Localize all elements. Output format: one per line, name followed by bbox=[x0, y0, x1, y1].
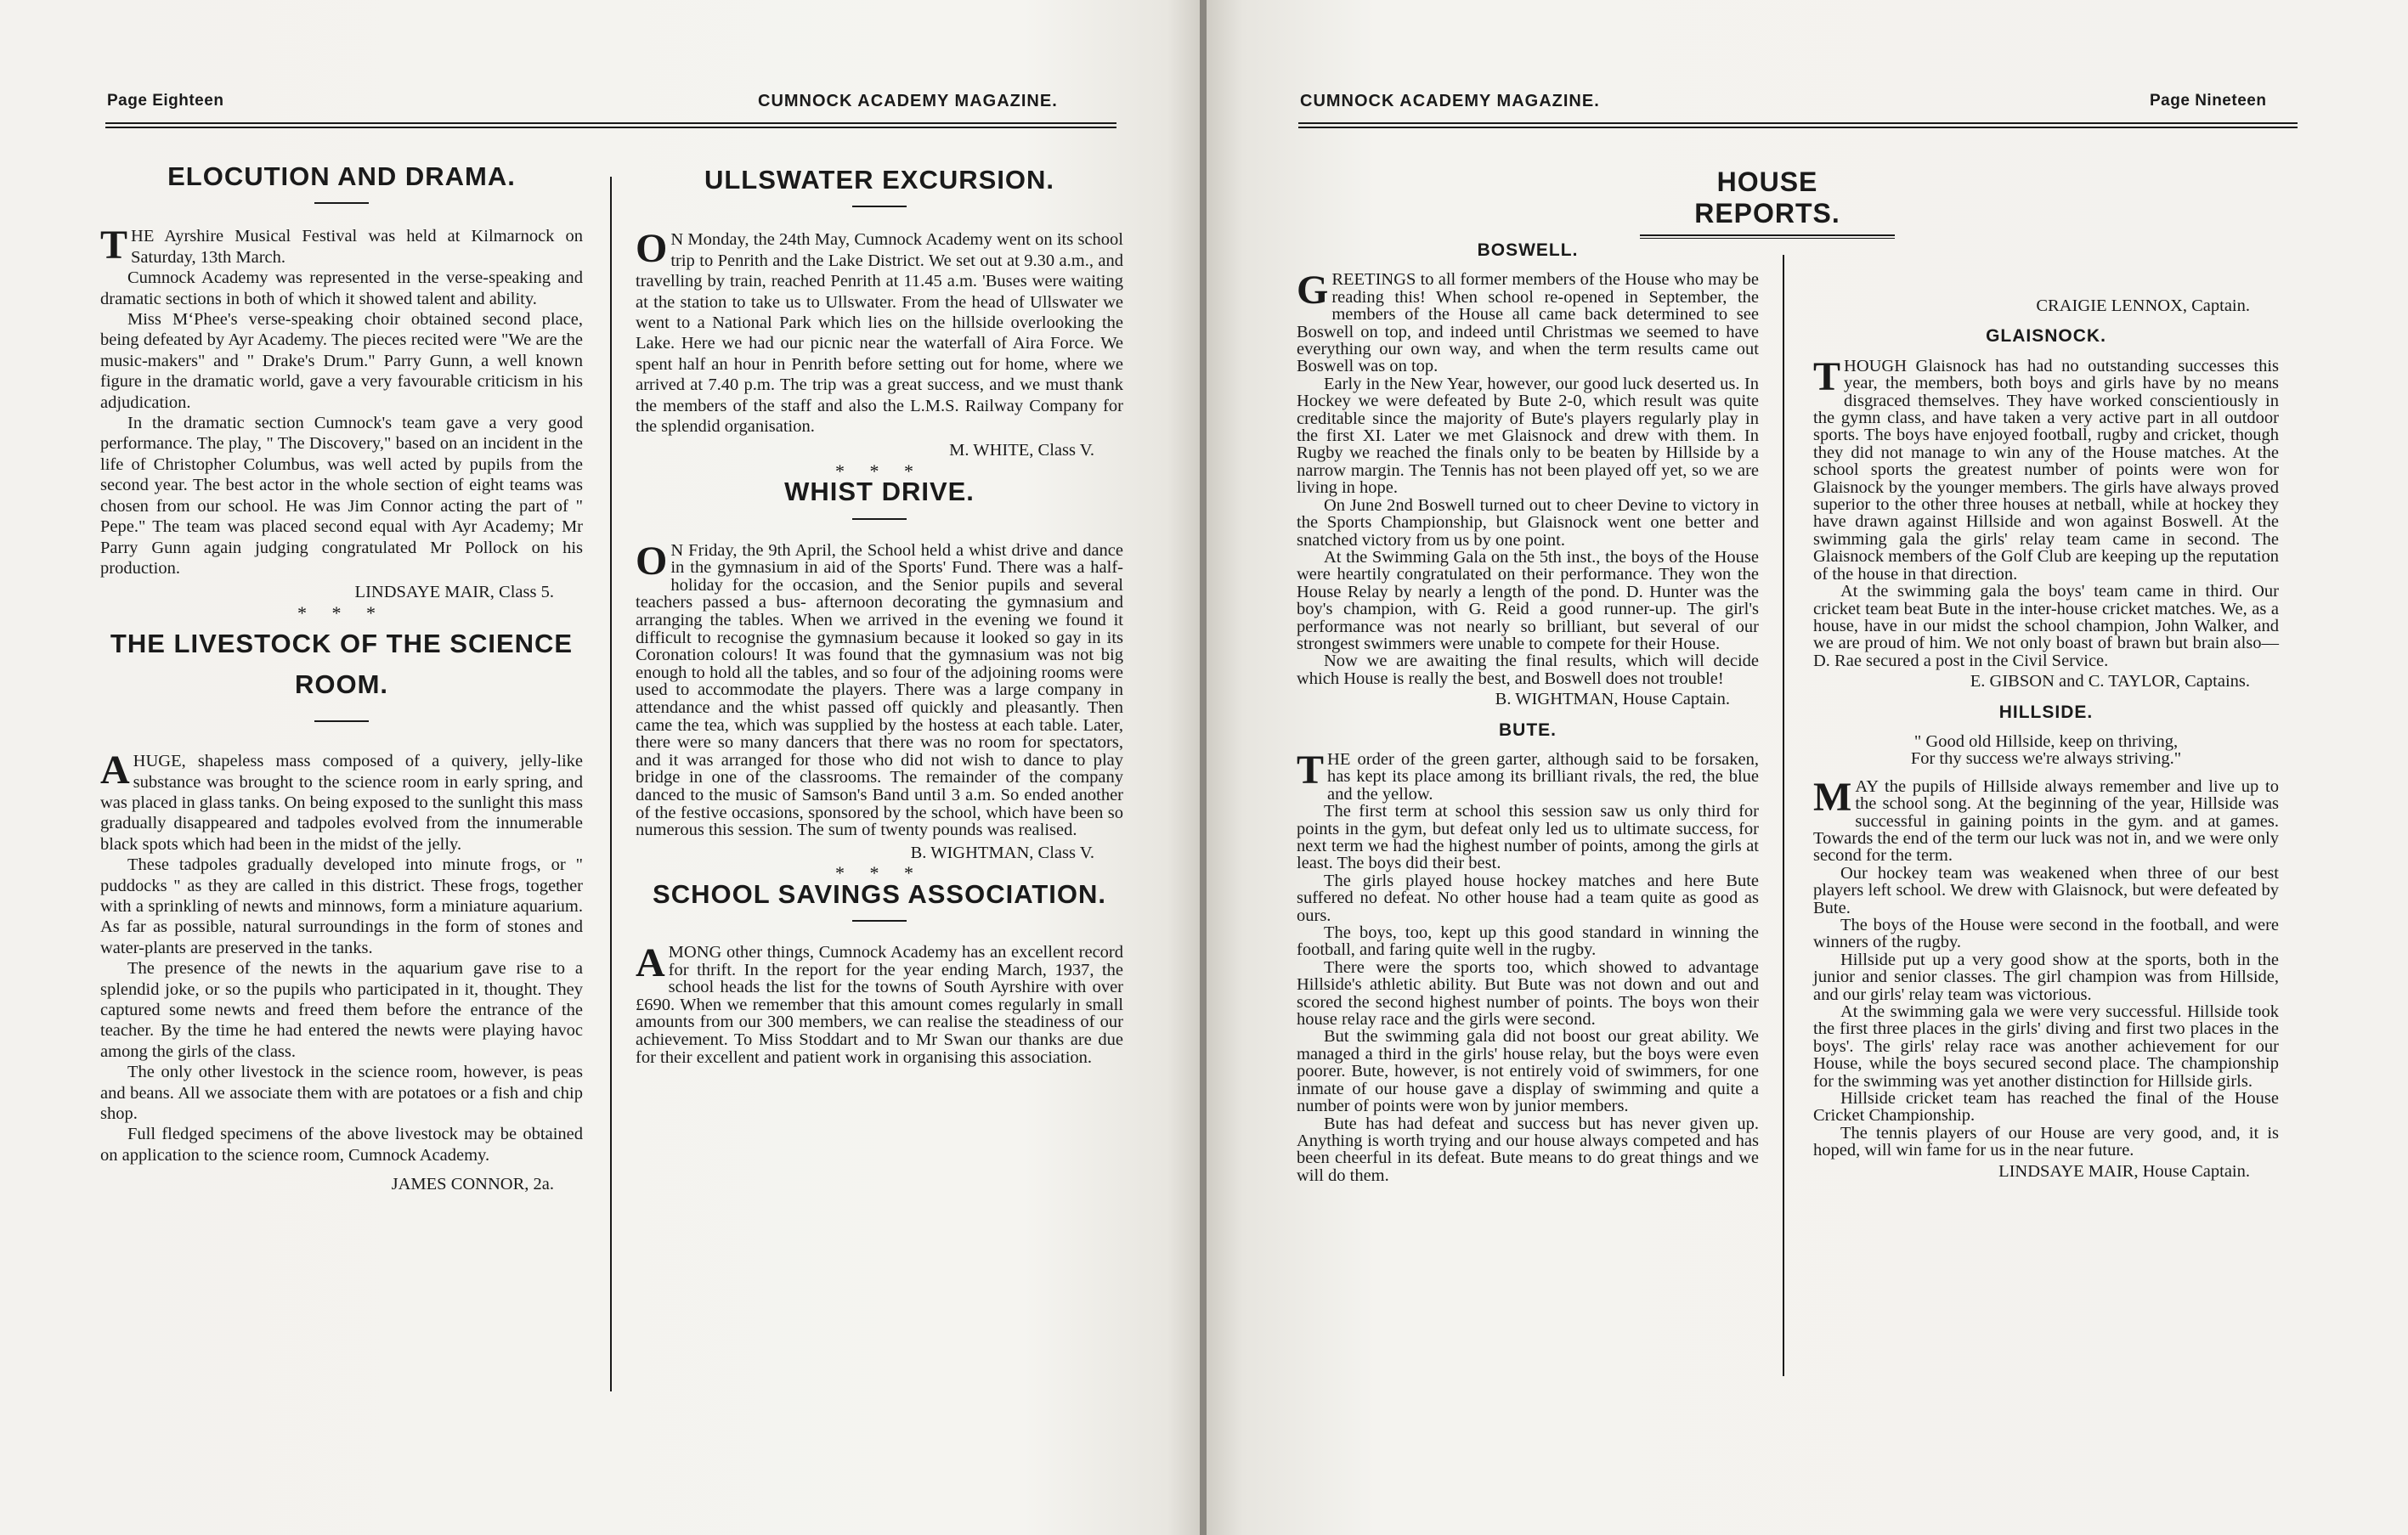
paragraph: The tennis players of our House are very good, and, it is hoped, will win fame for us in the near future. bbox=[1813, 1123, 2279, 1160]
paragraph: The girls played house hockey matches and here Bute suffered no defeat. No other house had a team quite as good as ours. bbox=[1297, 871, 1759, 925]
paragraph: But the swimming gala did not boost our great ability. We managed a third in the girls' house relay, but the boys were even poorer. Bute, however, is not entirely void of swimmers, for one inmate of our house gave a display of swimming and quite a number of points were won by junior members. bbox=[1297, 1027, 1759, 1116]
paragraph: There were the sports too, which showed to advantage Hillside's athletic ability. But Bute was not down and out and scored the second highest number of points. The boys won their house relay race and the girls were second. bbox=[1297, 957, 1759, 1030]
article-title-savings: SCHOOL SAVINGS ASSOCIATION. bbox=[653, 878, 1106, 909]
paragraph: At the swimming gala we were very successful. Hillside took the first three places in the girls' diving and first two places in the boys'. The girls' relay race was another achievement for our House, while the boys secured second place. The championship for the swimming was yet another distinction for Hillside girls. bbox=[1813, 1002, 2279, 1091]
drop-cap: O bbox=[636, 226, 668, 272]
paragraph: Full fledged specimens of the above livestock may be obtained on application to the science room, Cumnock Academy. bbox=[100, 1125, 583, 1165]
title-divider bbox=[852, 920, 907, 922]
paragraph: THOUGH Glaisnock has had no outstanding successes this year, the members, both boys and girls have by no means disgraced themselves. They have worked conscientiously in the gymn class, and have taken a very active part in all outdoor sports. The boys have enjoyed football, rugby and cricket, though they did not manage to win any of the House matches. At the school sports the greatest number of points were won for Glaisnock by the younger members. The girls have always proved superior to the other three houses at netball, while at hockey they have drawn against Hillside and won against Boswell. At the swimming gala the girls' relay team came in second. The Glaisnock members of the Golf Club are keeping up the reputation of the house in that direction. bbox=[1813, 353, 2279, 584]
page-number-label: Page Nineteen bbox=[2150, 92, 2267, 110]
title-divider bbox=[852, 518, 907, 520]
column-divider bbox=[1783, 255, 1784, 1376]
drop-cap: A bbox=[100, 748, 130, 793]
article-title-whist: WHIST DRIVE. bbox=[784, 477, 975, 507]
article-title-ullswater: ULLSWATER EXCURSION. bbox=[704, 165, 1055, 195]
magazine-title: CUMNOCK ACADEMY MAGAZINE. bbox=[1300, 92, 1600, 110]
article-title-elocution: ELOCUTION AND DRAMA. bbox=[167, 161, 516, 191]
paragraph: Hillside cricket team has reached the final of the House Cricket Championship. bbox=[1813, 1089, 2279, 1126]
author-signature: M. WHITE, Class V. bbox=[949, 441, 1094, 460]
paragraph: At the swimming gala the boys' team came in third. Our cricket team beat Bute in the inter-house cricket matches. We, as a house, have in our midst the school champion, John Walker, and we are proud of him. We not only boast of brawn but brain also—D. Rae secured a post in the Civil Service. bbox=[1813, 582, 2279, 670]
author-signature: B. WIGHTMAN, House Captain. bbox=[1495, 690, 1730, 709]
header-rule bbox=[1298, 122, 2298, 133]
drop-cap: G bbox=[1297, 268, 1329, 313]
section-stars: * * * bbox=[835, 862, 924, 884]
house-song-line: " Good old Hillside, keep on thriving, bbox=[1913, 731, 2179, 751]
paragraph: Now we are awaiting the final results, which will decide which House is really the best, and Boswell does not trouble! bbox=[1297, 652, 1759, 688]
paragraph: Bute has had defeat and success but has never given up. Anything is worth trying and our house always competed and has been cheerful in its defeat. Bute means to do great things and we will do them. bbox=[1297, 1114, 1759, 1185]
drop-cap: T bbox=[100, 223, 128, 268]
paragraph: Our hockey team was weakened when three of our best players left school. We drew with Glaisnock, but were defeated by Bute. bbox=[1813, 863, 2279, 917]
drop-cap: T bbox=[1813, 353, 1841, 399]
house-heading-bute: BUTE. bbox=[1499, 720, 1557, 740]
house-column-left bbox=[1297, 242, 1759, 1184]
author-signature: JAMES CONNOR, 2a. bbox=[391, 1175, 554, 1194]
paragraph: Miss M‘Phee's verse-speaking choir obtained second place, being defeated by Ayr Academy. The pieces recited were "We are the music-makers" and " Drake's Drum." Parry Gunn, a well known figure in the dramatic world, gave a very favourable criticism in his adjudication. bbox=[100, 310, 583, 412]
paragraph: Hillside put up a very good show at the sports, both in the junior and senior classes. The girl champion was from Hillside, and our girls' relay team was victorious. bbox=[1813, 950, 2279, 1004]
drop-cap: T bbox=[1297, 747, 1325, 793]
house-heading-hillside: HILLSIDE. bbox=[1998, 702, 2094, 722]
paragraph: Early in the New Year, however, our good luck deserted us. In Hockey we were defeated by Bute 2-0, which result was quite creditable since the majority of Bute's players regularly play in the first XI. Later we met Glaisnock and drew with them. In Rugby we reached the finals only to be beaten by Hillside by a narrow margin. The Tennis has not been played off yet, so we are living in hope. bbox=[1297, 374, 1759, 498]
header-rule bbox=[105, 122, 1116, 133]
paragraph: O N Friday, the 9th April, the School held a whist drive and dance in the gymnasium in aid of the Sports' Fund. There was a half-holiday for the occasion, and the Senior pupils and several teachers passed a bus- afternoon decorating the gymnasium and arranging the tables. When we arrived in the evening we found it difficult to recognise the gymnasium because it looked so gay in its Coronation colours! It was found that the gymnasium was not big enough to hold all the tables, and so four of the adjoining rooms were used to accommodate the players. There was a large company in attendance and the whist passed off quickly and pleasantly. Then came the tea, which was supplied by the hostess at each table. Later, there were so many dancers that there was no room for spectators, and it was arranged for those who did not wish to dance to play bridge in one of the classrooms. The remainder of the company danced to the music of Samson's Band until 3 a.m. So ended another of the festive occasions, sponsored by the school, which have been so numerous this session. The sum of twenty pounds was realised. bbox=[636, 538, 1123, 840]
right-column bbox=[636, 165, 1123, 1067]
paragraph: The first term at school this session saw us only third for points in the gym, but defeat only led us to ultimate success, for next term we had the highest number of points, among the girls at least. The boys did their best. bbox=[1297, 802, 1759, 873]
paragraph: The presence of the newts in the aquarium gave rise to a splendid joke, or so the pupils who participated in it, thought. They captured some newts and freed them before the entrance of the teacher. By the time he had entered the newts were playing havoc among the girls of the class. bbox=[100, 959, 583, 1061]
author-signature: CRAIGIE LENNOX, Captain. bbox=[2036, 296, 2250, 315]
title-divider bbox=[314, 202, 369, 204]
section-stars: * * * bbox=[835, 460, 924, 482]
paragraph: The boys of the House were second in the football, and were winners of the rugby. bbox=[1813, 916, 2279, 952]
left-running-head bbox=[107, 92, 1115, 119]
right-running-head bbox=[1300, 92, 2294, 119]
paragraph: AMONG other things, Cumnock Academy has an excellent record for thrift. In the report for the year ending March, 1937, the school heads the list for the towns of South Ayrshire with over £690. When we remember that this amount comes regularly in small amounts from our 300 members, we can realise the steadiness of our achievement. To Miss Stoddart and to Mr Swan our thanks are due for their excellent and patient work in organising this association. bbox=[636, 940, 1123, 1067]
paragraph: At the Swimming Gala on the 5th inst., the boys of the House were heartily congratulated on their performance. They won the House Relay by nearly a length of the pond. D. Hunter was the boy's champion, with G. Reid a good runner-up. The girl's performance was not nearly so brilliant, but several of our strongest swimmers were unable to compete for their House. bbox=[1297, 547, 1759, 653]
paragraph: MAY the pupils of Hillside always remember and live up to the school song. At the beginning of the year, Hillside was successful in gaining points in the gym. and at games. Towards the end of the term our luck was not in, and we were only second for the term. bbox=[1813, 774, 2279, 866]
title-divider bbox=[314, 720, 369, 722]
paragraph: GREETINGS to all former members of the House who may be reading this! When school re-opened in September, the members of the House all came back determined to see Boswell on top, and indeed until Christmas we seemed to have everything our own way, and when the term results came out Boswell was on top. bbox=[1297, 268, 1759, 376]
page-number-label: Page Eighteen bbox=[107, 92, 224, 110]
house-heading-boswell: BOSWELL. bbox=[1477, 240, 1579, 260]
article-title-livestock: THE LIVESTOCK OF THE SCIENCE ROOM. bbox=[110, 629, 574, 700]
title-divider bbox=[852, 206, 907, 207]
left-column bbox=[100, 161, 583, 1195]
drop-cap: A bbox=[636, 940, 665, 985]
author-signature: LINDSAYE MAIR, House Captain. bbox=[1998, 1161, 2250, 1181]
paragraph: On June 2nd Boswell turned out to cheer Devine to victory in the Sports Championship, but Glaisnock went one better and snatched victory from us by one point. bbox=[1297, 495, 1759, 550]
drop-cap: M bbox=[1813, 774, 1852, 820]
author-signature: E. GIBSON and C. TAYLOR, Captains. bbox=[1970, 672, 2250, 691]
author-signature: LINDSAYE MAIR, Class 5. bbox=[354, 583, 554, 602]
paragraph: In the dramatic section Cumnock's team gave a very good performance. The play, " The Discovery," based on an incident in the life of Christopher Columbus, was well acted by pupils from the second year. The best actor in the whole section of eight teams was chosen from our school. He was Jim Connor acting the part of " Pepe." The team was placed second equal with Ayr Academy; Mr Parry Gunn again judging congratulated Mr Pollock on his production. bbox=[100, 414, 583, 578]
paragraph: AHUGE, shapeless mass composed of a quivery, jelly-like substance was brought to the science room in early spring, and was placed in glass tanks. On being exposed to the sunlight this mass gradually disappeared and tadpoles evolved from the innumerable black spots which had been in the midst of the jelly. bbox=[100, 748, 583, 854]
left-page bbox=[0, 0, 1203, 1535]
drop-cap: O bbox=[636, 538, 668, 584]
author-signature: B. WIGHTMAN, Class V. bbox=[910, 843, 1094, 862]
paragraph: THE Ayrshire Musical Festival was held at Kilmarnock on Saturday, 13th March. bbox=[100, 223, 583, 268]
paragraph: These tadpoles gradually developed into minute frogs, or " puddocks " as they are called in this district. These frogs, together with a sprinkling of newts and minnows, form a miniature aquarium. As far as possible, natural surroundings in the form of stones and water-plants are preserved in the tanks. bbox=[100, 855, 583, 957]
paragraph: THE order of the green garter, although said to be forsaken, has kept its place among its brilliant rivals, the red, the blue and the yellow. bbox=[1297, 747, 1759, 804]
column-divider bbox=[610, 177, 612, 1391]
house-reports-title: HOUSE REPORTS. bbox=[1640, 166, 1895, 239]
house-heading-glaisnock: GLAISNOCK. bbox=[1986, 326, 2106, 347]
paragraph: Cumnock Academy was represented in the verse-speaking and dramatic sections in both of which it showed talent and ability. bbox=[100, 268, 583, 308]
house-song-line: For thy success we're always striving." bbox=[1910, 749, 2182, 769]
paragraph: The boys, too, kept up this good standard in winning the football, and faring quite well in the rugby. bbox=[1297, 923, 1759, 960]
magazine-title: CUMNOCK ACADEMY MAGAZINE. bbox=[758, 92, 1058, 110]
section-stars: * * * bbox=[297, 601, 386, 624]
house-column-right bbox=[1813, 248, 2279, 1180]
paragraph: O N Monday, the 24th May, Cumnock Academy went on its school trip to Penrith and the Lake District. We set out at 9.30 a.m., and travelling by train, reached Penrith at 11.45 a.m. 'Buses were waiting at the station to take us to Ullswater. From the head of Ullswater we went to a National Park which lies on the hillside overlooking the Lake. Here we had our picnic near the waterfall of Aira Force. We spent half an hour in Penrith before setting out for home, where we arrived at 7.40 p.m. The trip was a great success, and we must thank the members of the staff and also the L.M.S. Railway Company for the splendid organisation. bbox=[636, 226, 1123, 437]
paragraph: The only other livestock in the science room, however, is peas and beans. All we associate them with are potatoes or a fish and chip shop. bbox=[100, 1063, 583, 1124]
